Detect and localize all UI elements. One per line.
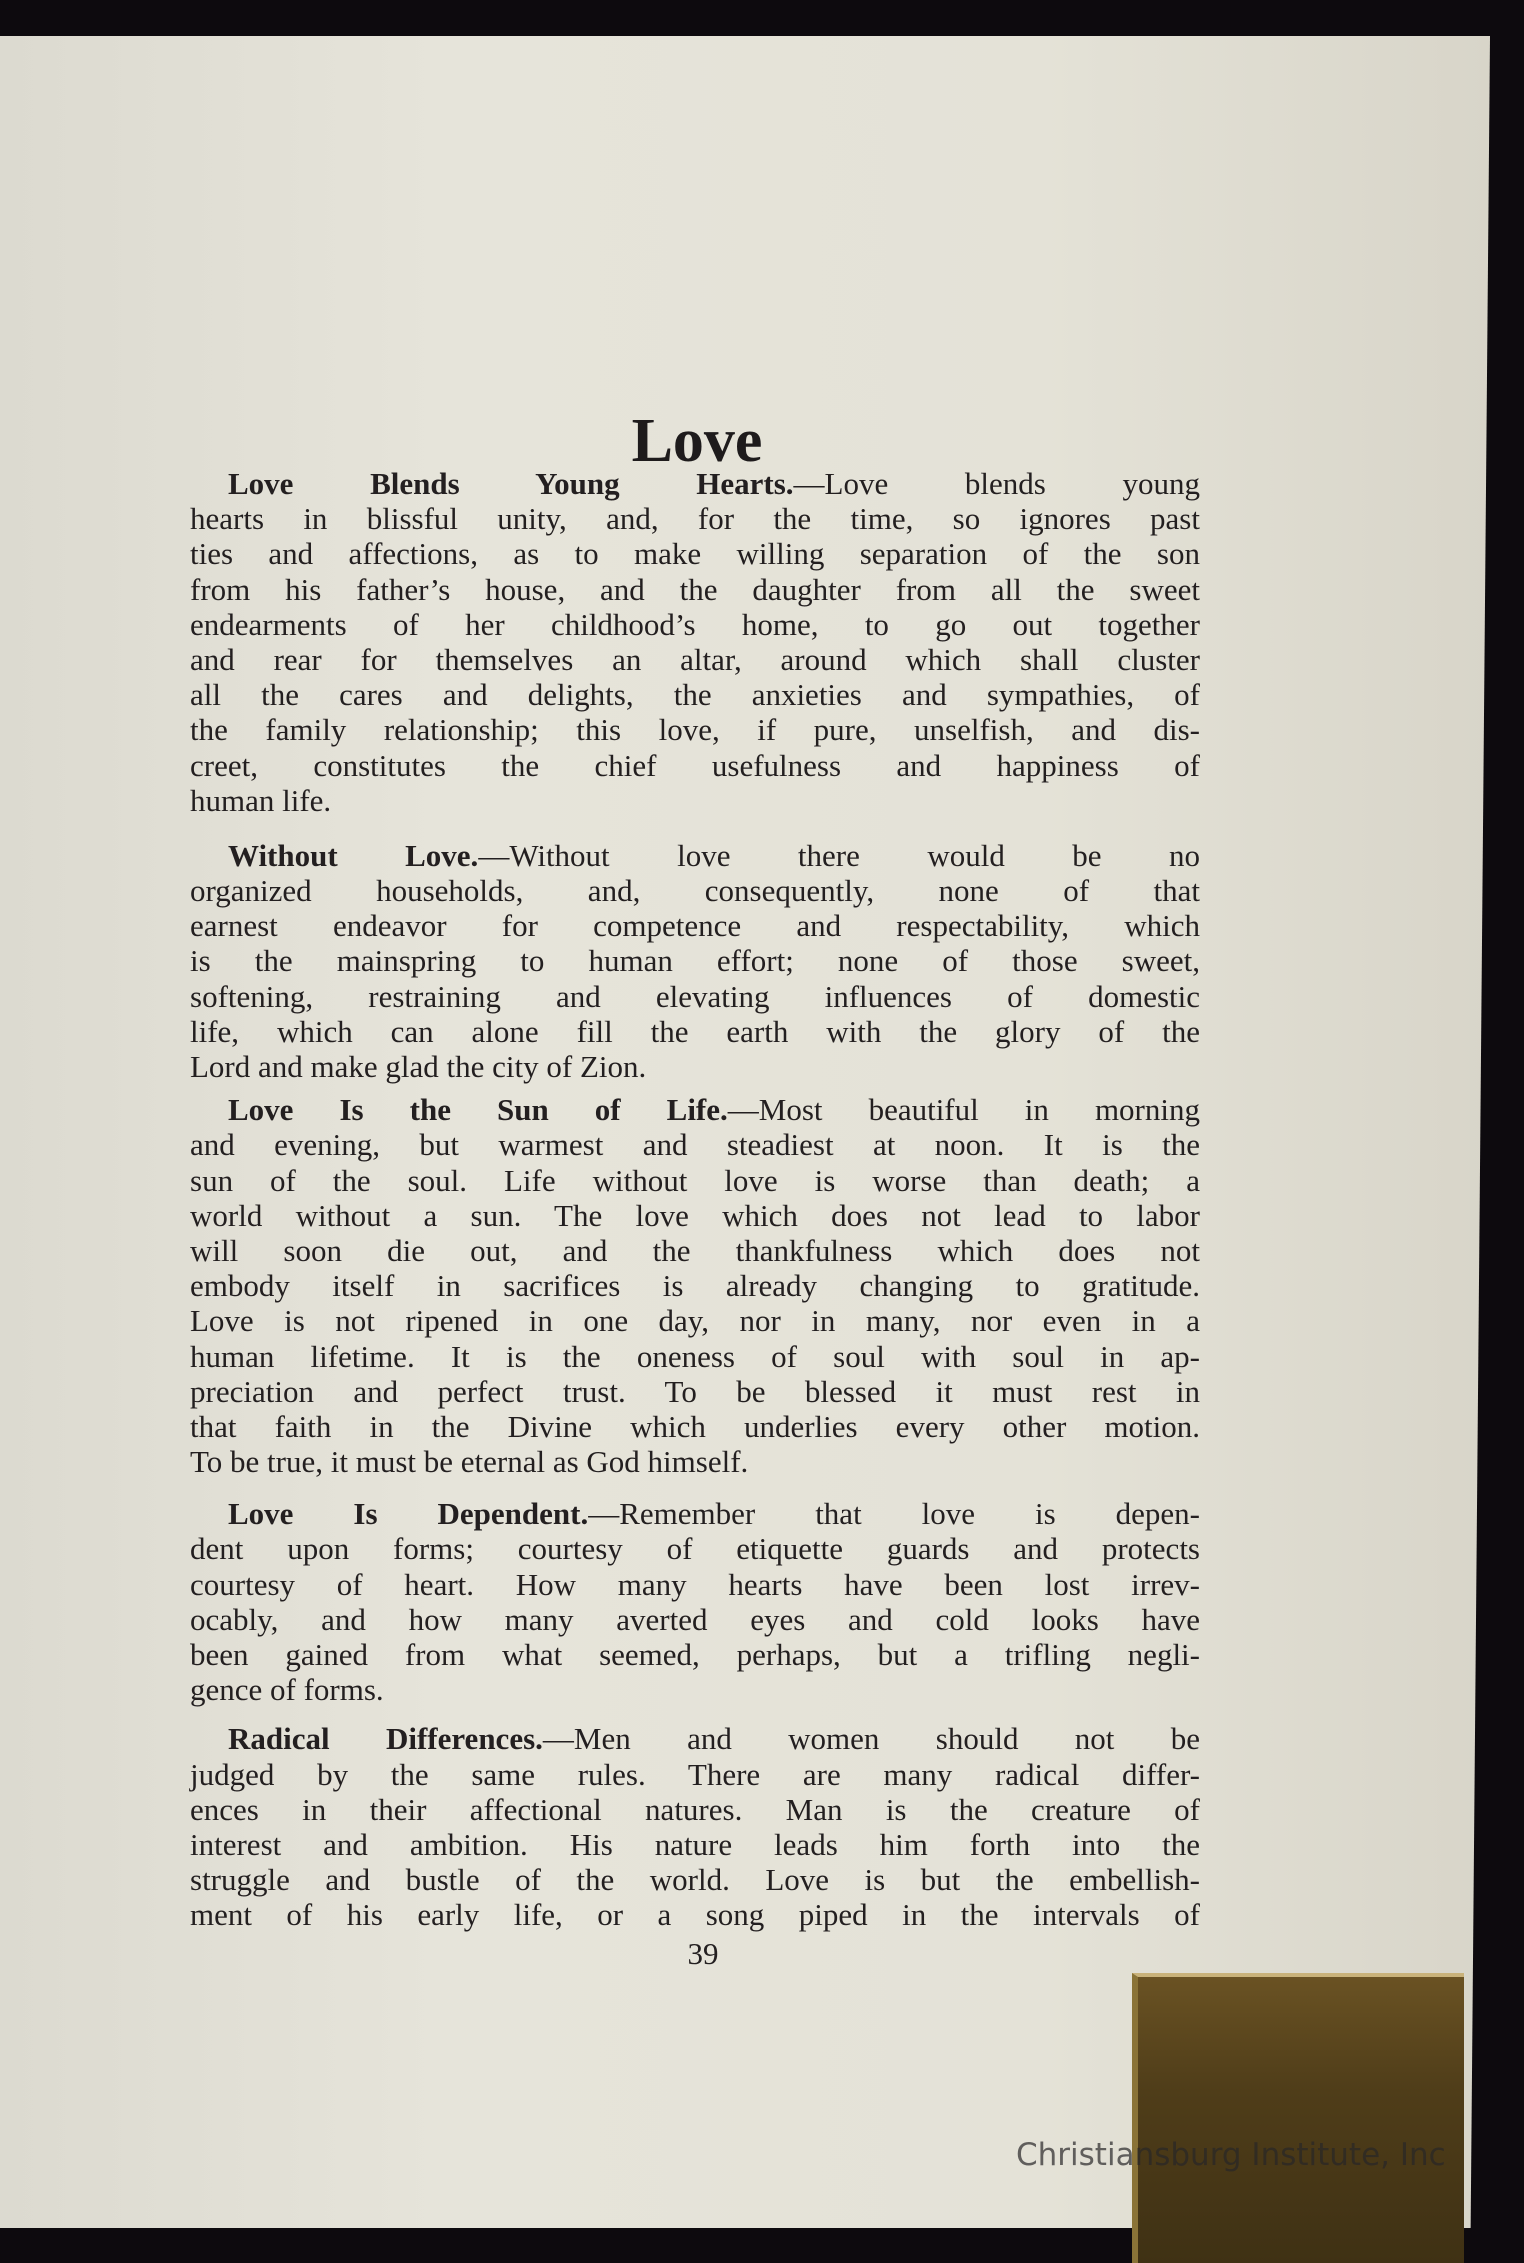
page-number: 39 [687,1936,719,1971]
line-text: and rear for themselves an altar, around which shall cluster [190,641,1200,677]
text-line [190,1374,1200,1409]
line-text: —Men and women should not be [542,1721,1201,1757]
line-text: Lord and make glad the city of Zion. [190,1049,647,1084]
text-line [190,1303,1200,1338]
text-line [190,677,1200,712]
line-text: judged by the same rules. There are many radical differ- [190,1756,1200,1792]
line-text: —Remember that love is depen- [588,1496,1200,1532]
text-line [190,572,1200,607]
paragraph [190,1092,1200,1479]
text-line [190,466,1200,501]
text-line [190,1268,1200,1303]
text-line [190,1827,1200,1862]
gold-corner-block [1132,1973,1464,2263]
text-line [190,783,1200,818]
text-line [190,1531,1200,1566]
line-text: struggle and bustle of the world. Love is but the embellish- [190,1862,1200,1898]
line-text: interest and ambition. His nature leads him forth into the [190,1826,1200,1862]
text-line [190,712,1200,747]
page-body [190,466,1200,1933]
text-line [190,1637,1200,1672]
text-line [190,1092,1200,1127]
line-text: life, which can alone fill the earth with the glory of the [190,1013,1200,1049]
text-line [190,642,1200,677]
paragraph [190,1496,1200,1707]
line-text: ment of his early life, or a song piped in the intervals of [190,1897,1200,1933]
line-text: —Most beautiful in morning [727,1092,1200,1128]
line-text: softening, restraining and elevating influences of domestic [190,978,1200,1014]
line-text: from his father’s house, and the daughter from all the sweet [190,571,1200,607]
page-title: Love [631,406,763,475]
line-text: the family relationship; this love, if pure, unselfish, and dis- [190,712,1200,748]
paragraph [190,466,1200,818]
text-line [190,1672,1200,1707]
line-text: world without a sun. The love which does not lead to labor [190,1197,1200,1233]
line-text: human lifetime. It is the oneness of soul with soul in ap- [190,1338,1200,1374]
line-text: Love is not ripened in one day, nor in many, nor even in a [190,1303,1200,1339]
line-text: endearments of her childhood’s home, to go out together [190,606,1200,642]
text-line [190,873,1200,908]
text-line [190,1163,1200,1198]
line-text: ocably, and how many averted eyes and cold looks have [190,1601,1200,1637]
text-line [190,838,1200,873]
line-text: gence of forms. [190,1672,384,1708]
text-line [190,1721,1200,1756]
line-text: To be true, it must be eternal as God himself. [190,1444,749,1480]
line-text: —Love blends young [793,466,1200,501]
text-line [190,1049,1200,1084]
text-line [190,1862,1200,1897]
paragraph-heading: Radical Differences. [228,1721,543,1757]
text-line [190,1757,1200,1792]
text-line [190,607,1200,642]
paragraph [190,838,1200,1084]
text-line [190,1792,1200,1827]
line-text: creet, constitutes the chief usefulness and happiness of [190,747,1200,783]
line-text: ences in their affectional natures. Man is the creature of [190,1791,1200,1827]
line-text: —Without love there would be no [478,837,1200,873]
text-line [190,1567,1200,1602]
line-text: will soon die out, and the thankfulness which does not [190,1232,1200,1268]
line-text: earnest endeavor for competence and respectability, which [190,908,1200,944]
line-text: courtesy of heart. How many hearts have been lost irrev- [190,1566,1200,1602]
text-line [190,1339,1200,1374]
text-line [190,979,1200,1014]
text-line [190,1014,1200,1049]
line-text: and evening, but warmest and steadiest at noon. It is the [190,1127,1200,1163]
paragraph-heading: Without Love. [228,837,479,873]
paragraph [190,1721,1200,1932]
line-text: that faith in the Divine which underlies every other motion. [190,1408,1200,1444]
line-text: hearts in blissful unity, and, for the time, so ignores past [190,501,1200,537]
text-line [190,1897,1200,1932]
line-text: been gained from what seemed, perhaps, but a trifling negli- [190,1637,1200,1672]
line-text: dent upon forms; courtesy of etiquette guards and protects [190,1531,1200,1567]
text-line [190,908,1200,943]
watermark: Christiansburg Institute, Inc [1016,2137,1446,2173]
paragraph-heading: Love Is the Sun of Life. [228,1092,728,1128]
text-line [190,1198,1200,1233]
line-text: is the mainspring to human effort; none of those sweet, [190,943,1200,979]
text-line [190,1496,1200,1531]
line-text: organized households, and, consequently, none of that [190,873,1200,909]
text-line [190,1233,1200,1268]
paragraph-heading: Love Blends Young Hearts. [228,466,794,501]
line-text: all the cares and delights, the anxieties and sympathies, of [190,677,1200,713]
line-text: embody itself in sacrifices is already changing to gratitude. [190,1268,1200,1304]
text-line [190,1602,1200,1637]
text-line [190,1444,1200,1479]
text-line [190,1127,1200,1162]
text-line [190,943,1200,978]
line-text: human life. [190,782,332,818]
text-line [190,1409,1200,1444]
paragraph-heading: Love Is Dependent. [228,1496,589,1532]
text-line [190,748,1200,783]
text-line [190,536,1200,571]
line-text: ties and affections, as to make willing separation of the son [190,536,1200,572]
line-text: sun of the soul. Life without love is worse than death; a [190,1162,1200,1198]
line-text: preciation and perfect trust. To be blessed it must rest in [190,1373,1200,1409]
text-line [190,501,1200,536]
